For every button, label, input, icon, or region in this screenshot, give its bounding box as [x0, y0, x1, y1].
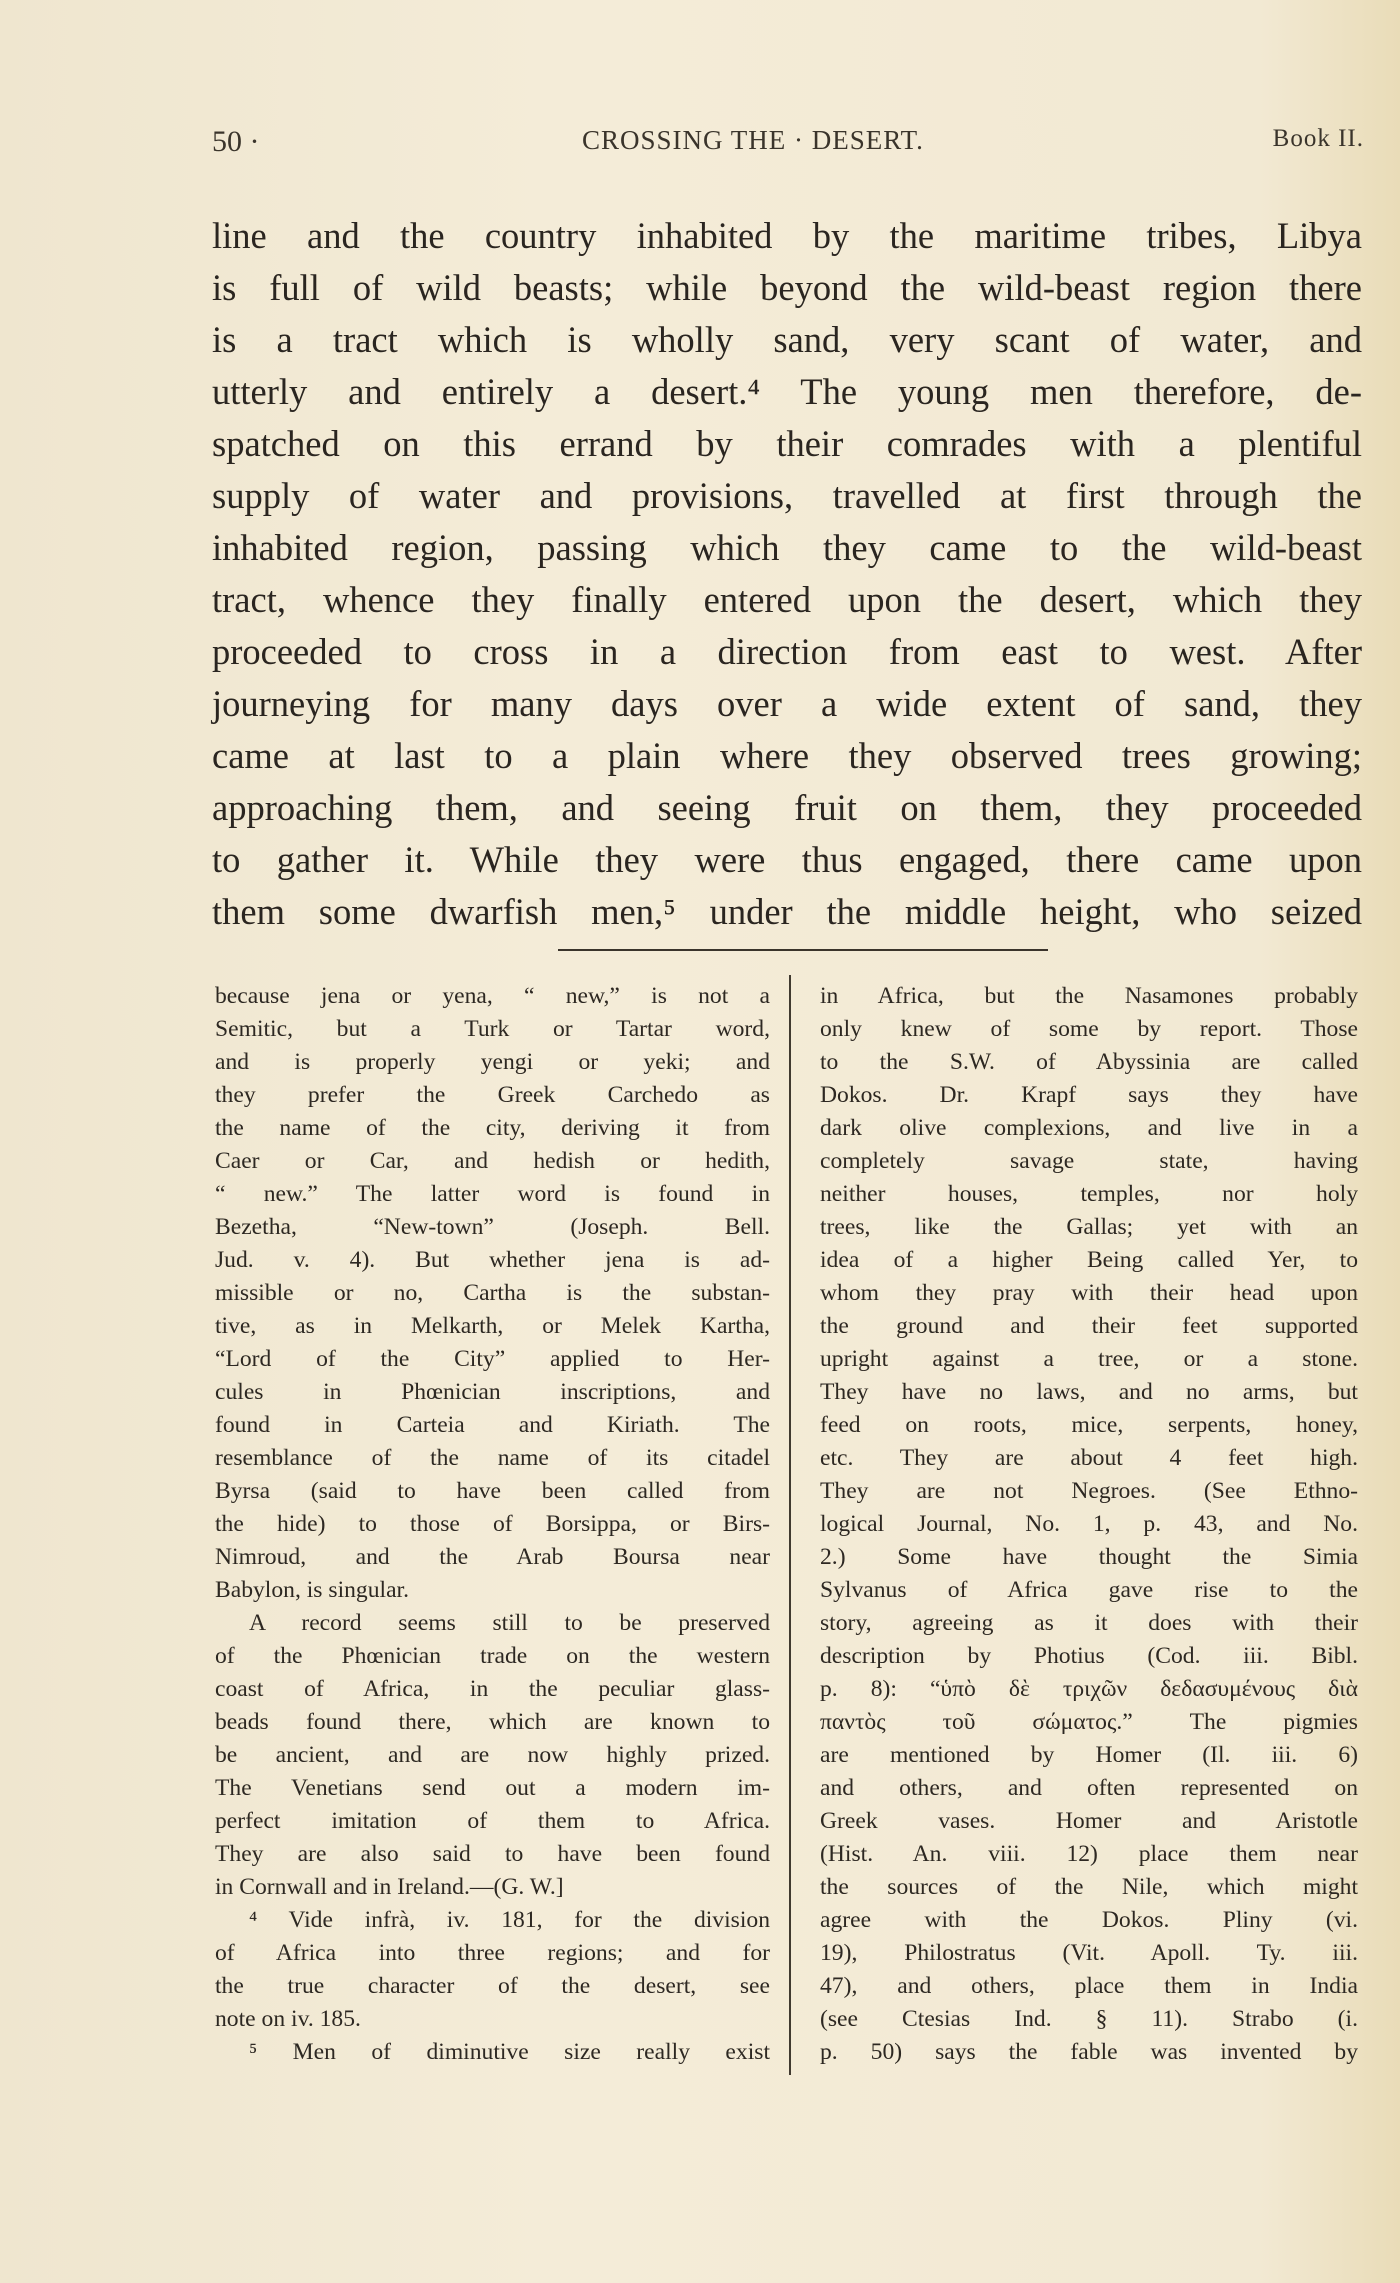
main-text-line: utterly and entirely a desert.⁴ The young men therefore, de- — [212, 371, 1362, 412]
footnote-line: completely savage state, having — [820, 1148, 1358, 1174]
footnote-line: Dokos. Dr. Krapf says they have — [820, 1082, 1358, 1108]
footnote-line: Nimroud, and the Arab Boursa near — [215, 1544, 770, 1570]
footnote-line: They are not Negroes. (See Ethno- — [820, 1478, 1358, 1504]
footnote-line: The Venetians send out a modern im- — [215, 1775, 770, 1801]
footnote-line: “ new.” The latter word is found in — [215, 1181, 770, 1207]
footnote-line: They have no laws, and no arms, but — [820, 1379, 1358, 1405]
footnote-line: and is properly yengi or yeki; and — [215, 1049, 770, 1075]
footnote-line: the hide) to those of Borsippa, or Birs- — [215, 1511, 770, 1537]
footnote-line: idea of a higher Being called Yer, to — [820, 1247, 1358, 1273]
main-text-line: them some dwarfish men,⁵ under the middle height, who seized — [212, 891, 1362, 932]
footnote-line: found in Carteia and Kiriath. The — [215, 1412, 770, 1438]
footnote-line: to the S.W. of Abyssinia are called — [820, 1049, 1358, 1075]
footnote-line: (Hist. An. viii. 12) place them near — [820, 1841, 1358, 1867]
footnote-line: of the Phœnician trade on the western — [215, 1643, 770, 1669]
footnote-line: p. 50) says the fable was invented by — [820, 2039, 1358, 2065]
footnote-line: 47), and others, place them in India — [820, 1973, 1358, 1999]
footnote-line: upright against a tree, or a stone. — [820, 1346, 1358, 1372]
footnote-line: because jena or yena, “ new,” is not a — [215, 983, 770, 1009]
footnote-line: They are also said to have been found — [215, 1841, 770, 1867]
footnote-line: story, agreeing as it does with their — [820, 1610, 1358, 1636]
footnote-line: Jud. v. 4). But whether jena is ad- — [215, 1247, 770, 1273]
footnote-divider — [558, 949, 1048, 951]
footnote-line: whom they pray with their head upon — [820, 1280, 1358, 1306]
main-text-line: journeying for many days over a wide extent of sand, they — [212, 683, 1362, 724]
footnote-line: in Africa, but the Nasamones probably — [820, 983, 1358, 1009]
footnote-line: beads found there, which are known to — [215, 1709, 770, 1735]
footnote-line: trees, like the Gallas; yet with an — [820, 1214, 1358, 1240]
footnote-line: are mentioned by Homer (Il. iii. 6) — [820, 1742, 1358, 1768]
footnote-4: ⁴ Vide infrà, iv. 181, for the division — [249, 1907, 770, 1933]
footnote-line: Byrsa (said to have been called from — [215, 1478, 770, 1504]
footnote-line: Sylvanus of Africa gave rise to the — [820, 1577, 1358, 1603]
footnote-line: agree with the Dokos. Pliny (vi. — [820, 1907, 1358, 1933]
book-label: Book II. — [1272, 125, 1364, 152]
footnote-line: Caer or Car, and hedish or hedith, — [215, 1148, 770, 1174]
running-header — [212, 125, 1364, 165]
main-text-line: supply of water and provisions, travelled at first through the — [212, 475, 1362, 516]
main-text-line: came at last to a plain where they observed trees growing; — [212, 735, 1362, 776]
main-text — [212, 210, 1362, 938]
main-text-line: is full of wild beasts; while beyond the wild-beast region there — [212, 267, 1362, 308]
main-text-line: is a tract which is wholly sand, very scant of water, and — [212, 319, 1362, 360]
main-text-line: proceeded to cross in a direction from east to west. After — [212, 631, 1362, 672]
footnote-line: cules in Phœnician inscriptions, and — [215, 1379, 770, 1405]
footnote-line: the ground and their feet supported — [820, 1313, 1358, 1339]
main-text-line: line and the country inhabited by the maritime tribes, Libya — [212, 215, 1362, 256]
footnote-greek-quote: p. 8): “ὑπὸ δὲ τριχῶν δεδασυμένους διὰ — [820, 1676, 1358, 1702]
footnote-line: only knew of some by report. Those — [820, 1016, 1358, 1042]
footnote-line: be ancient, and are now highly prized. — [215, 1742, 770, 1768]
footnote-line: the true character of the desert, see — [215, 1973, 770, 1999]
footnote-line: missible or no, Cartha is the substan- — [215, 1280, 770, 1306]
column-divider — [789, 975, 791, 2075]
footnote-line: and others, and often represented on — [820, 1775, 1358, 1801]
running-title: CROSSING THE · DESERT. — [582, 125, 924, 155]
footnote-line: resemblance of the name of its citadel — [215, 1445, 770, 1471]
footnote-line: A record seems still to be preserved — [249, 1610, 770, 1636]
footnote-line: note on iv. 185. — [215, 2006, 361, 2032]
footnote-line: Babylon, is singular. — [215, 1577, 409, 1603]
footnote-line: etc. They are about 4 feet high. — [820, 1445, 1358, 1471]
footnote-line: coast of Africa, in the peculiar glass- — [215, 1676, 770, 1702]
footnote-line: in Cornwall and in Ireland.—(G. W.] — [215, 1874, 564, 1900]
footnote-line: logical Journal, No. 1, p. 43, and No. — [820, 1511, 1358, 1537]
footnote-line: the name of the city, deriving it from — [215, 1115, 770, 1141]
footnote-line: of Africa into three regions; and for — [215, 1940, 770, 1966]
main-text-line: tract, whence they finally entered upon the desert, which they — [212, 579, 1362, 620]
footnote-line: Greek vases. Homer and Aristotle — [820, 1808, 1358, 1834]
footnotes-right-column — [820, 980, 1358, 2069]
footnotes-left-column — [215, 980, 770, 2069]
footnote-line: dark olive complexions, and live in a — [820, 1115, 1358, 1141]
main-text-line: spatched on this errand by their comrades with a plentiful — [212, 423, 1362, 464]
footnote-line: feed on roots, mice, serpents, honey, — [820, 1412, 1358, 1438]
footnote-line: “Lord of the City” applied to Her- — [215, 1346, 770, 1372]
footnote-line: description by Photius (Cod. iii. Bibl. — [820, 1643, 1358, 1669]
footnote-line: παντὸς τοῦ σώματος.” The pigmies — [820, 1709, 1358, 1735]
footnote-line: tive, as in Melkarth, or Melek Kartha, — [215, 1313, 770, 1339]
footnote-line: neither houses, temples, nor holy — [820, 1181, 1358, 1207]
footnote-line: (see Ctesias Ind. § 11). Strabo (i. — [820, 2006, 1358, 2032]
footnote-line: Semitic, but a Turk or Tartar word, — [215, 1016, 770, 1042]
page-number: 50 · — [212, 125, 260, 158]
main-text-line: inhabited region, passing which they came to the wild-beast — [212, 527, 1362, 568]
footnote-line: they prefer the Greek Carchedo as — [215, 1082, 770, 1108]
main-text-line: to gather it. While they were thus engaged, there came upon — [212, 839, 1362, 880]
footnote-line: perfect imitation of them to Africa. — [215, 1808, 770, 1834]
footnote-line: 19), Philostratus (Vit. Apoll. Ty. iii. — [820, 1940, 1358, 1966]
main-text-line: approaching them, and seeing fruit on them, they proceeded — [212, 787, 1362, 828]
footnote-line: Bezetha, “New-town” (Joseph. Bell. — [215, 1214, 770, 1240]
footnote-line: the sources of the Nile, which might — [820, 1874, 1358, 1900]
footnote-line: 2.) Some have thought the Simia — [820, 1544, 1358, 1570]
footnote-5: ⁵ Men of diminutive size really exist — [249, 2039, 770, 2065]
